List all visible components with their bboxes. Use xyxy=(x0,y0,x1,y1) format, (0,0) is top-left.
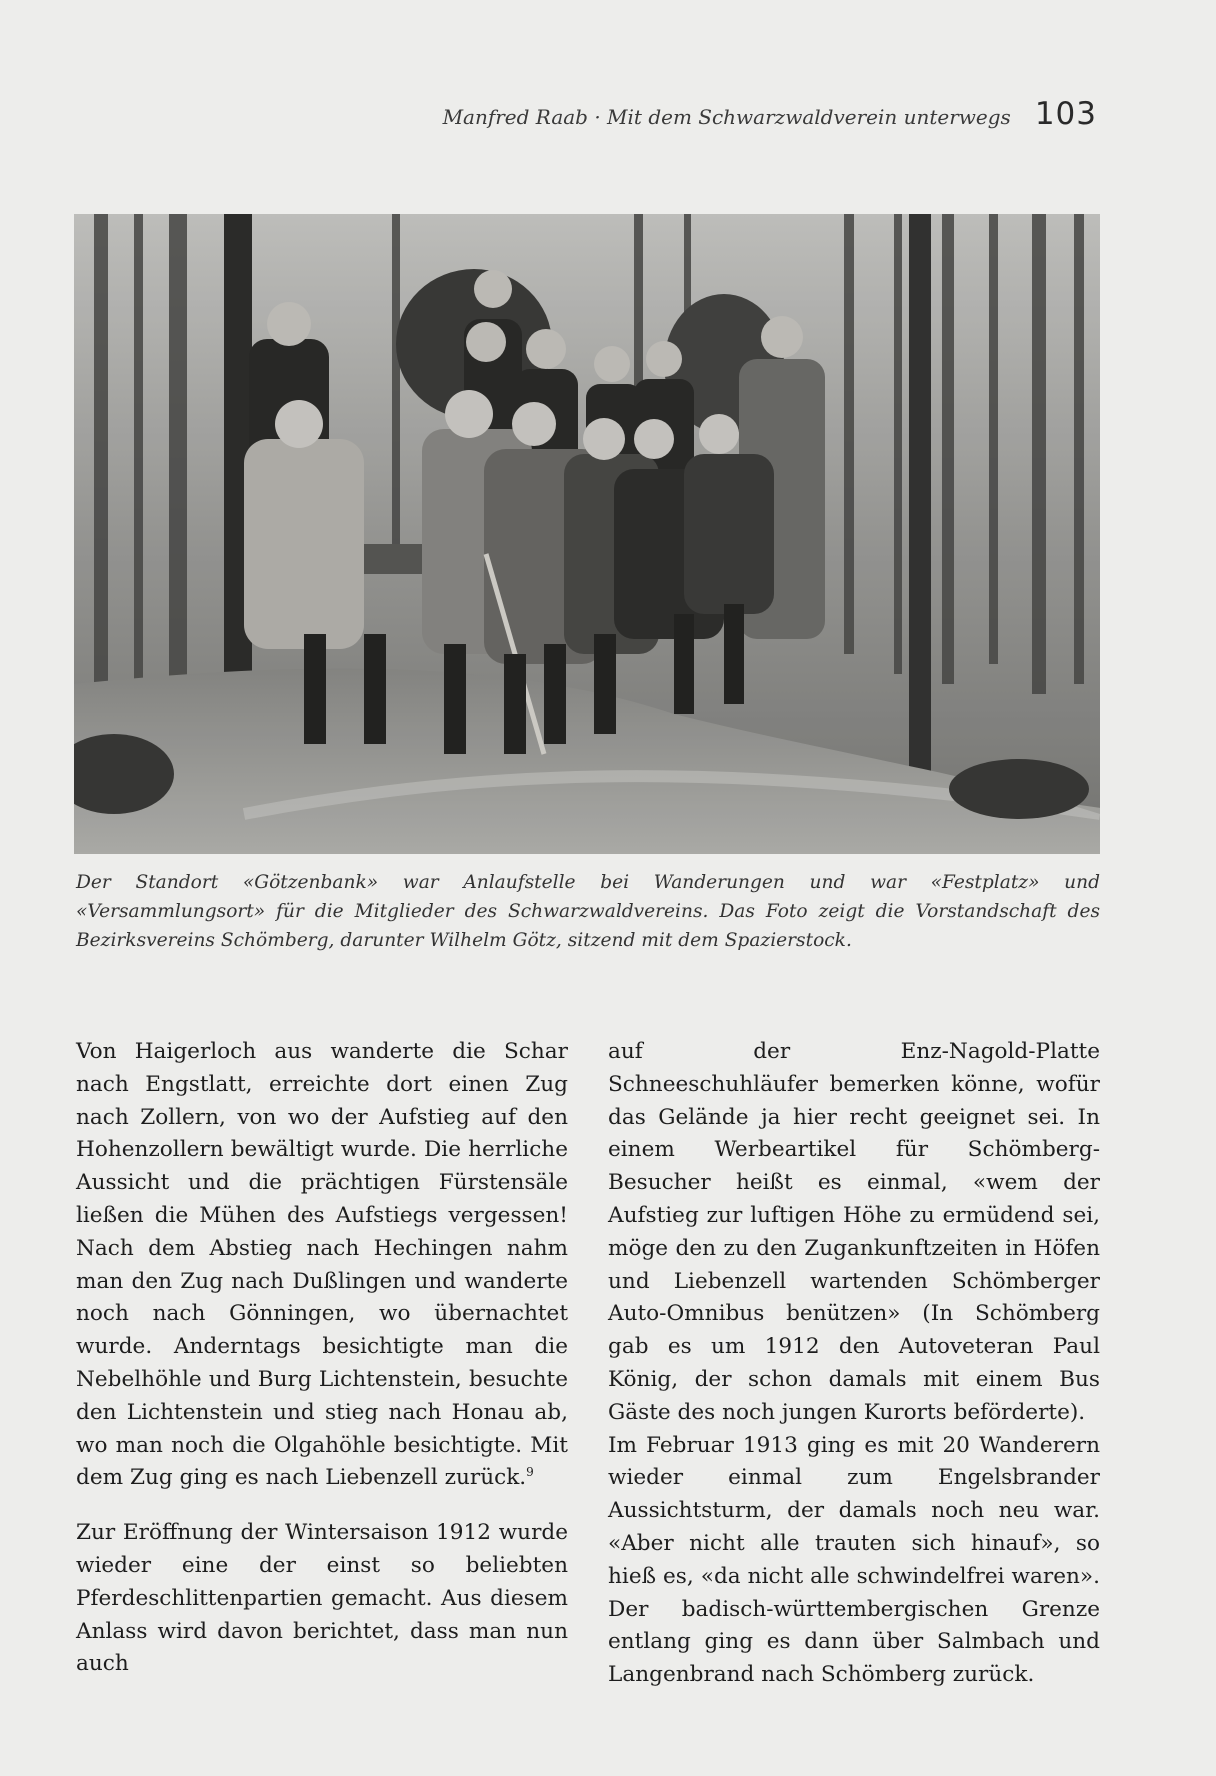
body-column-left xyxy=(76,1036,568,1703)
group-photo xyxy=(74,214,1100,854)
photo-caption: Der Standort «Götzenbank» war Anlaufstelle bei Wanderungen und war «Festplatz» und «Versammlungsort» für die Mitglieder des Schwarzwaldvereins. Das Foto zeigt die Vorstandschaft des Bezirksvereins Schömberg, darunter Wilhelm Götz, sitzend mit dem Spazierstock. xyxy=(76,872,1100,951)
forest-group-photo-illustration xyxy=(74,214,1100,854)
running-head: Manfred Raab · Mit dem Schwarzwaldverein unterwegs xyxy=(442,105,1011,129)
page-number: 103 xyxy=(1034,96,1097,132)
body-column-right xyxy=(608,1036,1100,1692)
paragraph xyxy=(76,1036,568,1495)
paragraph-text: Von Haigerloch aus wanderte die Schar nach Engstlatt, erreichte dort einen Zug nach Zollern, von wo der Aufstieg auf den Hohenzollern bewältigt wurde. Die herrliche Aussicht und die prächtigen Fürstensäle ließen die Mühen des Aufstiegs vergessen! Nach dem Abstieg nach Hechingen nahm man den Zug nach Dußlingen und wanderte noch nach Gönningen, wo übernachtet wurde. Anderntags besichtigte man die Nebelhöhle und Burg Lichtenstein, besuchte den Lichtenstein und stieg nach Honau ab, wo man noch die Olgahöhle besichtigte. Mit dem Zug ging es nach Liebenzell zurück. xyxy=(76,1039,568,1491)
paragraph: Im Februar 1913 ging es mit 20 Wanderern wieder einmal zum Engelsbrander Aussichtsturm, der damals noch neu war. «Aber nicht alle trauten sich hinauf», so hieß es, «da nicht alle schwindelfrei waren». Der badisch-württembergischen Grenze entlang ging es dann über Salmbach und Langenbrand nach Schömberg zurück. xyxy=(608,1432,1100,1688)
paragraph: auf der Enz-Nagold-Platte Schneeschuhläufer bemerken könne, wofür das Gelände ja hier recht geeignet sei. In einem Werbeartikel für Schömberg-Besucher heißt es einmal, «wem der Aufstieg zur luftigen Höhe zu ermüdend sei, möge den zu den Zugankunftzeiten in Höfen und Liebenzell wartenden Schömberger Auto-Omnibus benützen» (In Schömberg gab es um 1912 den Autoveteran Paul König, der schon damals mit einem Bus Gäste des noch jungen Kurorts beförderte). xyxy=(608,1039,1100,1425)
footnote-reference: 9 xyxy=(526,1465,534,1480)
page-header xyxy=(0,96,1097,140)
paragraph: Zur Eröffnung der Wintersaison 1912 wurde wieder eine der einst so beliebten Pferdeschlittenpartien gemacht. Aus diesem Anlass wird davon berichtet, dass man nun auch xyxy=(76,1520,568,1677)
